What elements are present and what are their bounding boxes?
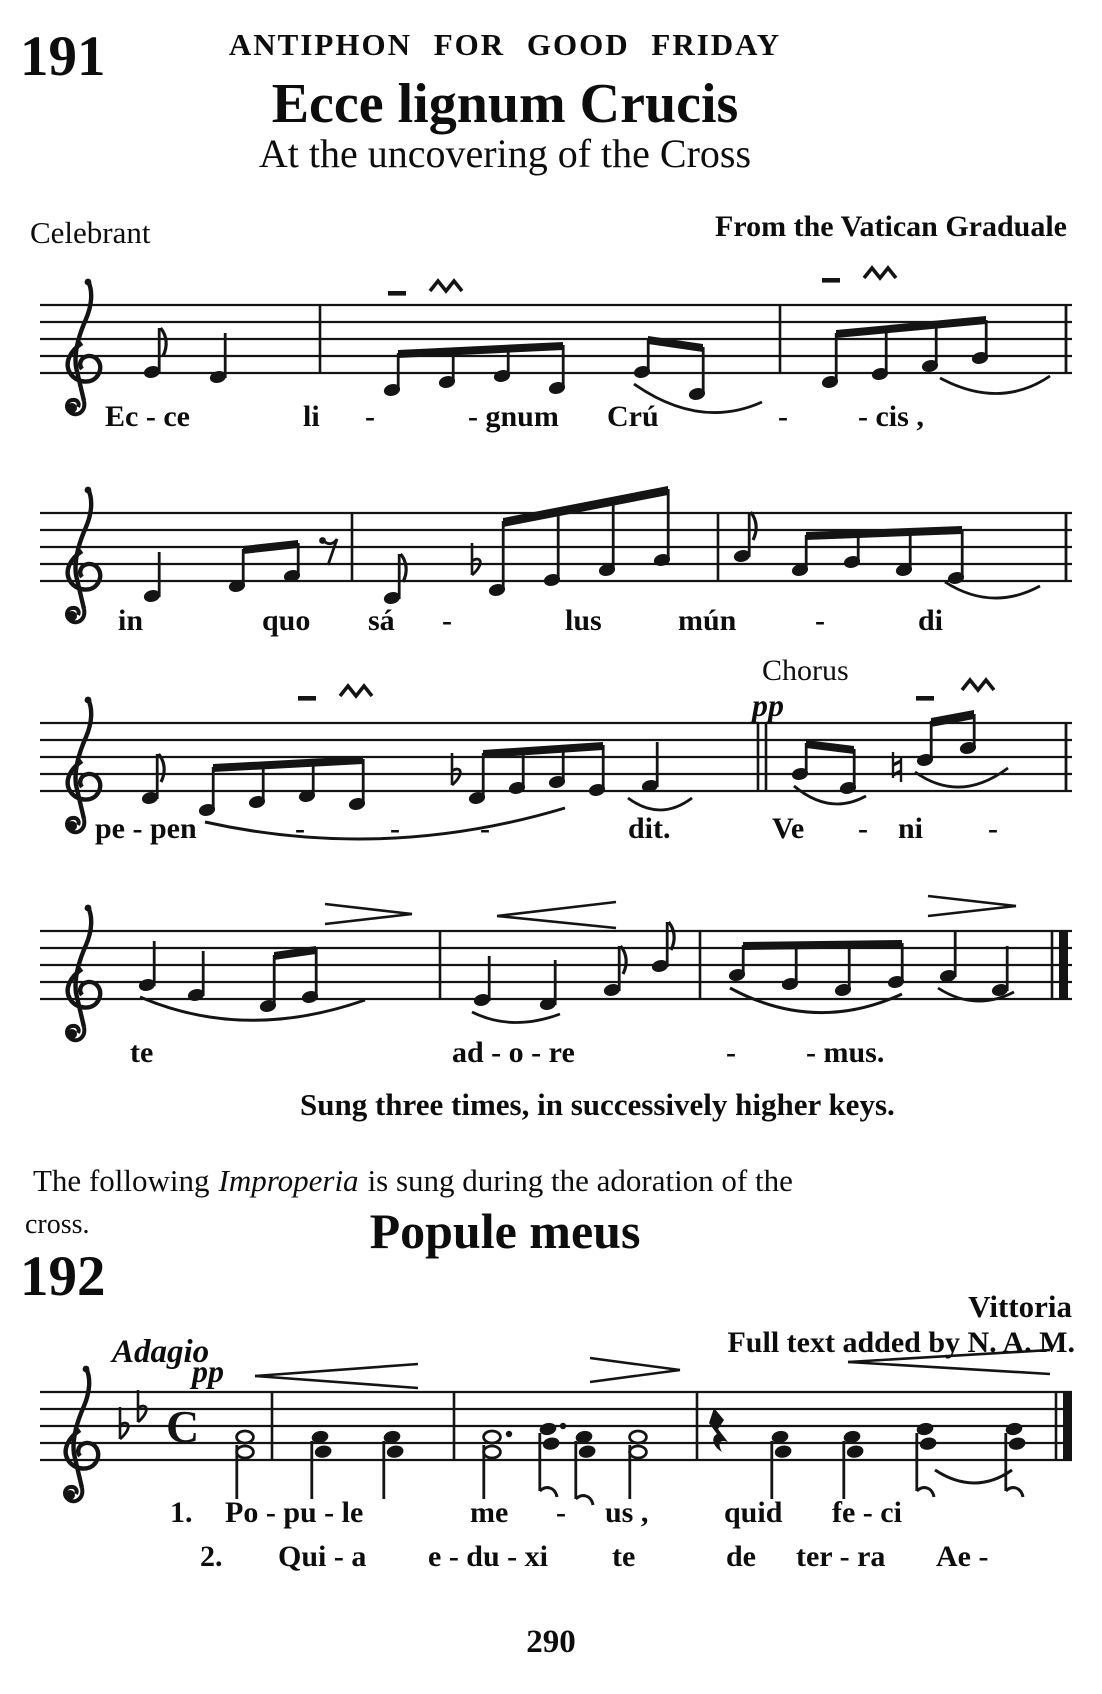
- lyric-syllable: de: [726, 1540, 756, 1573]
- lyric-syllable: - cis ,: [858, 400, 924, 433]
- hymn2-number: 192: [20, 1245, 106, 1308]
- beam: [213, 756, 363, 772]
- lyric-syllable: me: [470, 1496, 509, 1529]
- beamed-group: [383, 342, 567, 398]
- augmentation-dot: [506, 1431, 512, 1437]
- lyric-line-3: [0, 812, 1102, 852]
- beam: [806, 526, 962, 540]
- lyric-syllable: - mus.: [806, 1036, 885, 1069]
- lyric-line-1: [0, 400, 1102, 440]
- lyric-syllable: -: [390, 812, 400, 845]
- decrescendo-hairpin: [325, 904, 412, 924]
- note: [187, 951, 206, 1003]
- lyric-syllable: -: [815, 604, 825, 637]
- rubric-continuation: cross.: [25, 1209, 90, 1240]
- beamed-group: [791, 526, 966, 586]
- lyric-syllable: quo: [262, 604, 311, 637]
- lyric-syllable: dit.: [628, 812, 671, 845]
- lyric-syllable: Crú: [607, 400, 659, 433]
- hymn1-number: 191: [20, 25, 106, 88]
- lyric-syllable: -: [556, 1496, 566, 1529]
- note: [991, 946, 1010, 998]
- beam: [483, 742, 603, 758]
- slur: [915, 768, 1008, 787]
- staff-4: [40, 896, 1072, 1040]
- chord: [482, 1431, 500, 1499]
- beamed-group: [791, 740, 858, 796]
- tempo-marking: Adagio: [112, 1334, 210, 1370]
- slur: [730, 988, 902, 1013]
- beamed-group: [916, 710, 978, 768]
- final-barline: [1059, 931, 1068, 999]
- lyric-syllable: -: [778, 400, 788, 433]
- text-attribution: Full text added by N. A. M.: [727, 1326, 1075, 1359]
- beam: [806, 740, 854, 754]
- hymn2-title: Popule meus: [369, 1203, 641, 1259]
- lyric-syllable: ad - o - re: [452, 1036, 575, 1069]
- note: [733, 512, 757, 564]
- lyric-syllable: e - du - xi: [428, 1540, 548, 1573]
- dynamic-pp: pp: [752, 687, 784, 723]
- lyric-syllable: lus: [565, 604, 602, 637]
- note: [141, 754, 165, 806]
- lyric-syllable: pe - pen: [95, 812, 197, 845]
- note: [939, 932, 958, 984]
- lyric-syllable: -: [726, 1036, 736, 1069]
- lyric-syllable: li: [303, 400, 320, 433]
- tie: [935, 1470, 1012, 1483]
- page-number: 290: [526, 1624, 576, 1660]
- verse-number: 1.: [170, 1496, 193, 1529]
- decrescendo-hairpin: [928, 896, 1016, 916]
- verse-line-2: [0, 1540, 1102, 1580]
- beam: [503, 486, 668, 527]
- lyric-syllable: us ,: [605, 1496, 649, 1529]
- slur: [628, 798, 692, 810]
- lyric-syllable: ter - ra: [796, 1540, 886, 1573]
- lyric-syllable: -: [365, 400, 375, 433]
- performer-label: Celebrant: [30, 215, 151, 250]
- crescendo-hairpin: [497, 902, 616, 928]
- chorus-label: Chorus: [762, 654, 849, 687]
- lyric-syllable: te: [130, 1036, 154, 1069]
- lyric-syllable: te: [612, 1540, 636, 1573]
- lyric-syllable: fe - ci: [832, 1496, 902, 1529]
- lyric-syllable: -: [480, 812, 490, 845]
- note: [143, 552, 162, 604]
- verse-number: 2.: [200, 1540, 223, 1573]
- lyric-syllable: Ae -: [936, 1540, 989, 1573]
- lyric-syllable: Ec - ce: [105, 400, 190, 433]
- lyric-syllable: Qui - a: [278, 1540, 367, 1573]
- lyric-syllable: Po - pu - le: [225, 1496, 364, 1529]
- final-barline: [1063, 1392, 1072, 1460]
- lyric-syllable: ni: [898, 812, 924, 845]
- hymn1-title: Ecce lignum Crucis: [271, 73, 739, 135]
- slur: [472, 1012, 560, 1023]
- crescendo-hairpin: [255, 1364, 418, 1388]
- source-attribution: From the Vatican Graduale: [715, 210, 1067, 243]
- staff-1: [40, 268, 1072, 414]
- chord: [310, 1429, 332, 1499]
- beam: [243, 540, 298, 554]
- beamed-group: [198, 756, 367, 818]
- lyric-syllable: sá: [368, 604, 395, 637]
- lyric-syllable: di: [918, 604, 944, 637]
- rubric-text: The following: [33, 1163, 210, 1198]
- lyric-syllable: mún: [678, 604, 737, 637]
- hymn1-subtitle: At the uncovering of the Cross: [258, 131, 752, 176]
- composer-name: Vittoria: [968, 1289, 1072, 1324]
- verse-line-1: [0, 1496, 1102, 1536]
- rubric-italic-text: Improperia: [218, 1163, 359, 1198]
- lyric-syllable: -: [988, 812, 998, 845]
- note: [641, 742, 660, 794]
- hymn1-occasion: ANTIPHON FOR GOOD FRIDAY: [228, 27, 782, 62]
- chord: [574, 1429, 596, 1505]
- lyric-syllable: - gnum: [468, 400, 559, 433]
- lyric-syllable: in: [118, 604, 144, 637]
- lyric-line-4: [0, 1036, 1102, 1076]
- rubric-text: is sung during the adoration of the: [367, 1163, 793, 1198]
- lyric-syllable: quid: [724, 1496, 783, 1529]
- lyric-syllable: Ve: [772, 812, 805, 845]
- beam: [931, 710, 974, 727]
- note: [539, 960, 558, 1012]
- note: [383, 554, 407, 606]
- slur: [945, 582, 1040, 598]
- beamed-group: [259, 946, 320, 1014]
- lyric-syllable: -: [295, 812, 305, 845]
- decrescendo-hairpin: [590, 1358, 680, 1382]
- note: [209, 333, 228, 385]
- chord: [628, 1431, 646, 1499]
- slur: [940, 376, 1050, 394]
- chord: [842, 1429, 864, 1499]
- staff-2: [40, 486, 1072, 622]
- performance-direction: Sung three times, in successively higher keys.: [300, 1087, 895, 1122]
- common-time-signature: C: [166, 1401, 200, 1452]
- augmentation-dot: [560, 1423, 566, 1429]
- interlude-rubric: [33, 1164, 793, 1198]
- chord: [770, 1429, 792, 1499]
- lyric-syllable: -: [858, 812, 868, 845]
- chord: [382, 1429, 404, 1499]
- note: [603, 946, 627, 998]
- dynamic-pp: pp: [192, 1353, 224, 1389]
- lyric-line-2: [0, 604, 1102, 644]
- beam: [836, 316, 986, 338]
- lyric-syllable: -: [442, 604, 452, 637]
- slur: [140, 997, 365, 1020]
- beamed-group: [821, 316, 990, 390]
- chord: [235, 1431, 253, 1499]
